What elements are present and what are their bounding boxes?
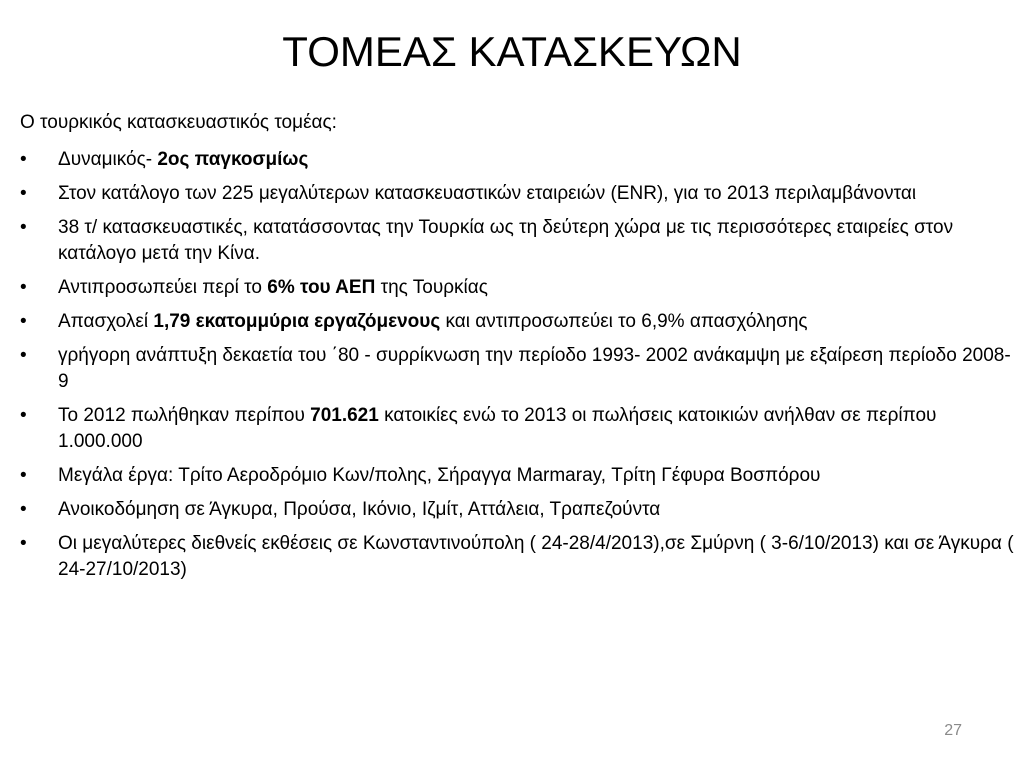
intro-text: Ο τουρκικός κατασκευαστικός τομέας: xyxy=(20,112,337,133)
bullet-item xyxy=(20,497,1020,523)
bullet-text-after: κατοικίες ενώ το 2013 οι πωλήσεις κατοικιών ανήλθαν σε περίπου 1.000.000 xyxy=(58,405,937,452)
bullet-item xyxy=(20,275,1020,301)
bullet-marker: • xyxy=(20,405,27,426)
bullet-marker: • xyxy=(20,499,27,520)
bullet-marker: • xyxy=(20,217,27,238)
slide-title: ΤΟΜΕΑΣ ΚΑΤΑΣΚΕΥΩΝ xyxy=(282,28,742,75)
bullet-list xyxy=(20,147,1020,591)
bullet-marker: • xyxy=(20,345,27,366)
bullet-text: Ανοικοδόμηση σε Άγκυρα, Προύσα, Ικόνιο, Ιζμίτ, Αττάλεια, Τραπεζούντα xyxy=(58,499,661,520)
bullet-marker: • xyxy=(20,533,27,554)
bullet-marker: • xyxy=(20,465,27,486)
bullet-item xyxy=(20,531,1020,583)
bullet-text-after: και αντιπροσωπεύει το 6,9% απασχόλησης xyxy=(440,311,808,332)
bullet-bold-text: 701.621 xyxy=(310,405,379,426)
bullet-text: Οι μεγαλύτερες διεθνείς εκθέσεις σε Κωνσταντινούπολη ( 24-28/4/2013),σε Σμύρνη ( 3-6/10/2013) και σε Άγκυρα ( 24-27/10/2013) xyxy=(58,533,1014,580)
bullet-marker: • xyxy=(20,149,27,170)
bullet-item xyxy=(20,343,1020,395)
bullet-item xyxy=(20,181,1020,207)
bullet-item xyxy=(20,309,1020,335)
bullet-text: 38 τ/ κατασκευαστικές, κατατάσσοντας την Τουρκία ως τη δεύτερη χώρα με τις περισσότερες εταιρείες στον κατάλογο μετά την Κίνα. xyxy=(58,217,954,264)
bullet-text: γρήγορη ανάπτυξη δεκαετία του ΄80 - συρρίκνωση την περίοδο 1993- 2002 ανάκαμψη με εξαίρεση περίοδο 2008-9 xyxy=(58,345,1011,392)
bullet-bold-text: 6% του ΑΕΠ xyxy=(267,277,376,298)
bullet-text: Στον κατάλογο των 225 μεγαλύτερων κατασκευαστικών εταιρειών (ENR), για το 2013 περιλαμβάνονται xyxy=(58,183,917,204)
bullet-marker: • xyxy=(20,277,27,298)
bullet-text: Μεγάλα έργα: Τρίτο Αεροδρόμιο Κων/πολης, Σήραγγα Marmaray, Τρίτη Γέφυρα Βοσπόρου xyxy=(58,465,821,486)
bullet-marker: • xyxy=(20,311,27,332)
bullet-bold-text: 1,79 εκατομμύρια εργαζόμενους xyxy=(153,311,441,332)
bullet-marker: • xyxy=(20,183,27,204)
bullet-item xyxy=(20,403,1020,455)
bullet-text: Το 2012 πωλήθηκαν περίπου xyxy=(58,405,311,426)
bullet-text: Δυναμικός- xyxy=(58,149,158,170)
bullet-text: Απασχολεί xyxy=(58,311,154,332)
bullet-item xyxy=(20,147,1020,173)
bullet-text: Αντιπροσωπεύει περί το xyxy=(58,277,268,298)
page-number: 27 xyxy=(944,722,962,739)
bullet-item xyxy=(20,215,1020,267)
bullet-text-after: της Τουρκίας xyxy=(375,277,488,298)
bullet-bold-text: 2ος παγκοσμίως xyxy=(157,149,309,170)
bullet-item xyxy=(20,463,1020,489)
